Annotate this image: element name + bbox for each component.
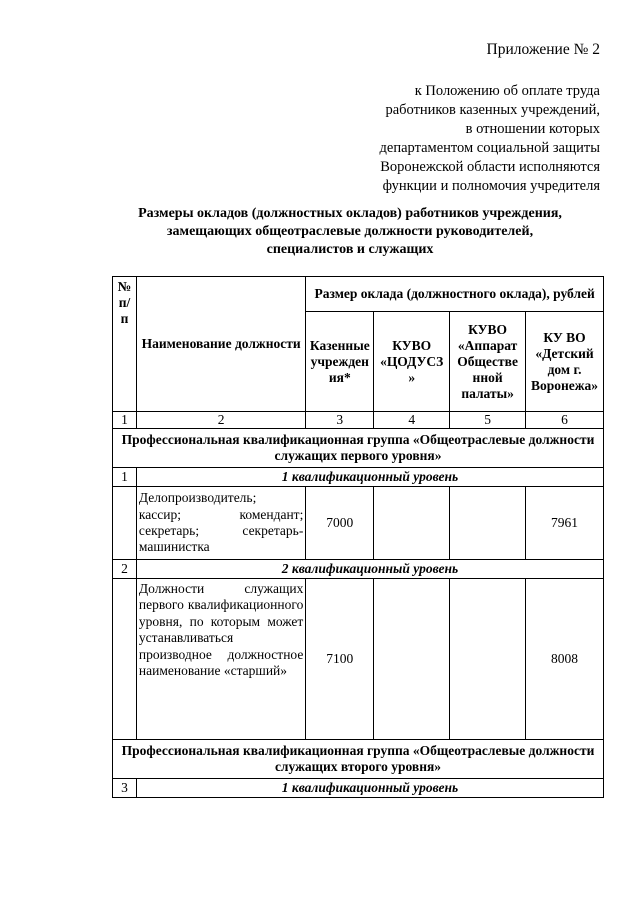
position-name-line: кассир; комендант; bbox=[138, 506, 304, 522]
annex-line: к Положению об оплате труда bbox=[414, 83, 600, 99]
annex-line: Воронежской области исполняются bbox=[380, 159, 600, 175]
group-title-first-level: Профессиональная квалификационная группа «Общеотраслевые должности служащих первого уровня» bbox=[113, 429, 604, 468]
salary-value: 7000 bbox=[306, 487, 374, 560]
position-name: Должности служащих первого квалификационного уровня, по которым может устанавливаться производное должностное наименование «старший» bbox=[136, 579, 305, 740]
empty-cell bbox=[113, 579, 137, 740]
salary-value bbox=[374, 487, 450, 560]
row-number: 3 bbox=[113, 779, 137, 798]
annex-text bbox=[380, 82, 601, 196]
annex-line: в отношении которых bbox=[465, 121, 600, 137]
table-row bbox=[113, 579, 604, 740]
salary-value bbox=[450, 487, 526, 560]
group-row bbox=[113, 740, 604, 779]
table-row bbox=[113, 487, 604, 560]
appendix-label: Приложение № 2 bbox=[486, 41, 600, 58]
row-number: 1 bbox=[113, 468, 137, 487]
group-title-second-level: Профессиональная квалификационная группа «Общеотраслевые должности служащих второго уровня» bbox=[113, 740, 604, 779]
column-number: 1 bbox=[113, 412, 137, 429]
column-number: 3 bbox=[306, 412, 374, 429]
subheader-koduszn: КУВО «ЦОДУСЗ » bbox=[374, 312, 450, 412]
header-salary: Размер оклада (должностного оклада), рублей bbox=[306, 277, 604, 312]
empty-cell bbox=[113, 487, 137, 560]
row-number: 2 bbox=[113, 560, 137, 579]
subheader-apparat: КУВО «Аппарат Обществе нной палаты» bbox=[450, 312, 526, 412]
qualification-level: 1 квалификационный уровень bbox=[136, 468, 603, 487]
level-row bbox=[113, 779, 604, 798]
column-number: 6 bbox=[526, 412, 604, 429]
title-line: специалистов и служащих bbox=[266, 242, 434, 257]
salary-value: 7100 bbox=[306, 579, 374, 740]
annex-line: департаментом социальной защиты bbox=[379, 140, 600, 156]
level-row bbox=[113, 468, 604, 487]
salary-table bbox=[112, 276, 604, 798]
header-name: Наименование должности bbox=[136, 277, 305, 412]
position-name-line: секретарь; секретарь- bbox=[138, 523, 304, 538]
header-num: № п/ п bbox=[113, 277, 137, 412]
qualification-level: 2 квалификационный уровень bbox=[136, 560, 603, 579]
level-row bbox=[113, 560, 604, 579]
document-title bbox=[100, 205, 600, 259]
subheader-detskiy-dom: КУ ВО «Детский дом г. Воронежа» bbox=[526, 312, 604, 412]
subheader-kazennye: Казенные учрежден ия* bbox=[306, 312, 374, 412]
position-name-line: Делопроизводитель; bbox=[138, 490, 257, 506]
qualification-level: 1 квалификационный уровень bbox=[136, 779, 603, 798]
table-header-row bbox=[113, 277, 604, 312]
salary-value bbox=[450, 579, 526, 740]
column-number: 4 bbox=[374, 412, 450, 429]
position-name-line: машинистка bbox=[138, 539, 210, 555]
column-number: 2 bbox=[136, 412, 305, 429]
salary-value: 7961 bbox=[526, 487, 604, 560]
column-numbers-row bbox=[113, 412, 604, 429]
column-number: 5 bbox=[450, 412, 526, 429]
annex-line: функции и полномочия учредителя bbox=[382, 178, 600, 194]
group-row bbox=[113, 429, 604, 468]
title-line: замещающих общеотраслевые должности руководителей, bbox=[166, 224, 534, 239]
salary-value bbox=[374, 579, 450, 740]
salary-value: 8008 bbox=[526, 579, 604, 740]
position-name bbox=[136, 487, 305, 560]
annex-line: работников казенных учреждений, bbox=[385, 102, 600, 118]
title-line: Размеры окладов (должностных окладов) работников учреждения, bbox=[138, 206, 562, 221]
